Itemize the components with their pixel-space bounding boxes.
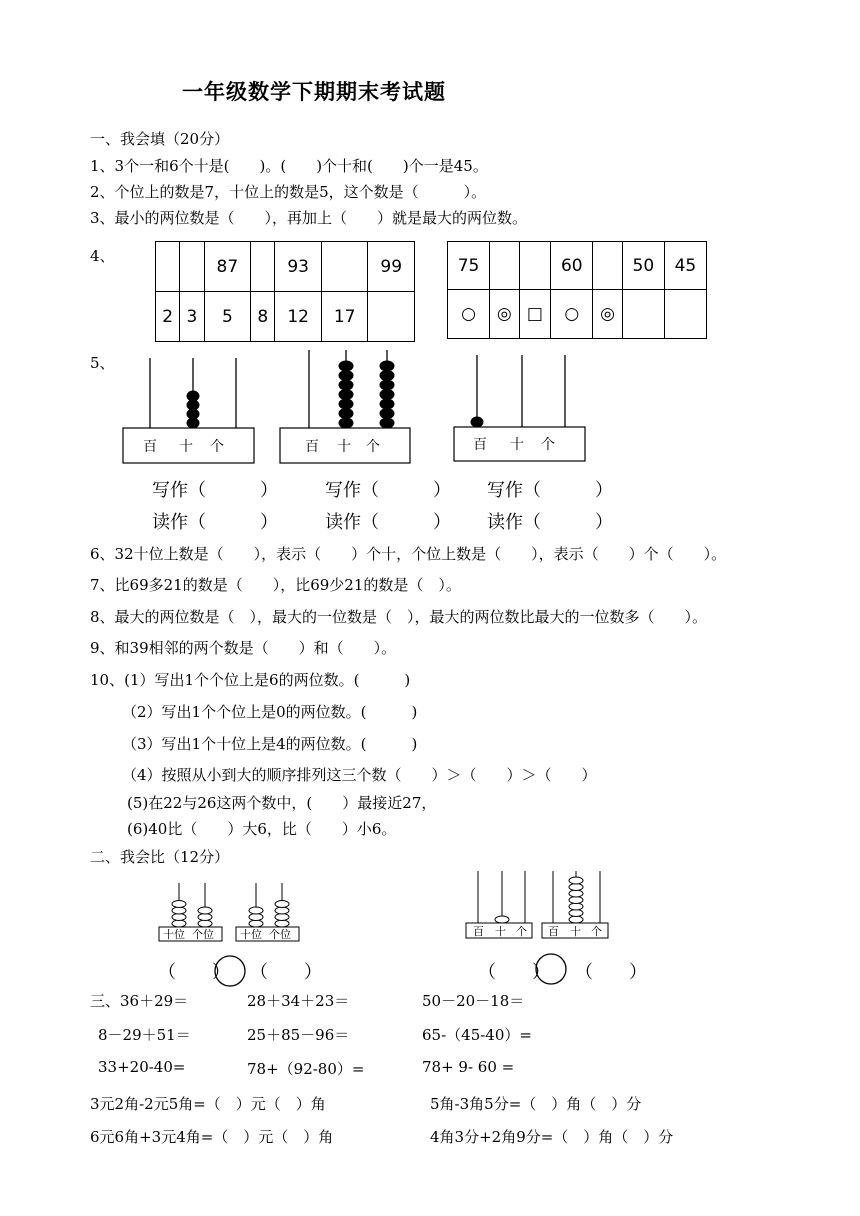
abacus-bead <box>380 361 394 371</box>
question-10-5: (5)在22与26这两个数中，( ）最接近27， <box>127 794 437 812</box>
question-2: 2、个位上的数是7，十位上的数是5，这个数是（ ）。 <box>90 183 487 201</box>
abacus-bead <box>172 914 186 921</box>
place-label-tens: 十 <box>510 437 524 453</box>
abacus-bead <box>569 884 583 891</box>
abacus-bead <box>275 920 289 927</box>
table-cell: 3 <box>180 292 204 342</box>
place-label-ones: 个 <box>591 925 602 938</box>
abacus-bead <box>569 903 583 910</box>
question-3: 3、最小的两位数是（ ），再加上（ ）就是最大的两位数。 <box>90 209 528 227</box>
compare-left-blank: （ ） <box>158 962 230 983</box>
place-label-tens: 十 <box>179 439 193 455</box>
table-cell: ◎ <box>490 290 519 339</box>
question-10-2: （2）写出1个个位上是0的两位数。( ) <box>122 703 418 721</box>
place-label-tens: 十位 <box>163 928 185 941</box>
abacus-bead <box>275 914 289 921</box>
question-7: 7、比69多21的数是（ ），比69少21的数是（ ）。 <box>90 576 461 594</box>
place-label-tens: 十 <box>495 925 506 938</box>
abacus-bead <box>495 916 509 923</box>
compare-left-blank: （ ） <box>478 962 550 983</box>
section2-heading: 二、我会比（12分） <box>90 848 230 866</box>
abacus-bead <box>198 914 212 921</box>
table-cell: 93 <box>275 242 322 292</box>
table-cell: ○ <box>448 290 490 339</box>
table-cell: 60 <box>551 242 593 290</box>
question-10-3: （3）写出1个十位上是4的两位数。( ) <box>122 735 418 753</box>
place-label-hundreds: 百 <box>548 925 559 938</box>
question-9: 9、和39相邻的两个数是（ ）和（ ）。 <box>90 639 397 657</box>
abacus-bead <box>339 399 353 409</box>
place-label-ones: 个 <box>210 439 224 455</box>
abacus-bead <box>380 418 394 428</box>
table-cell: ◎ <box>593 290 622 339</box>
abacus-bead <box>339 390 353 400</box>
calc-2-3: 65-（45-40）= <box>422 1026 532 1044</box>
question-8: 8、最大的两位数是（ ），最大的一位数是（ ），最大的两位数比最大的一位数多（ ）。 <box>90 608 708 626</box>
abacus-bead <box>569 910 583 917</box>
compare-abacus-2 <box>236 883 299 941</box>
place-label-ones: 个 <box>541 437 555 453</box>
place-label-ones: 个位 <box>192 928 214 941</box>
abacus-bead <box>187 391 199 401</box>
table-cell: 45 <box>664 242 706 290</box>
question-10-1: 10、(1）写出1个个位上是6的两位数。( ) <box>90 671 411 689</box>
question-4-label: 4、 <box>90 247 115 265</box>
write-answer-3: 写作（ ） <box>487 480 613 501</box>
place-label-hundreds: 百 <box>143 439 157 455</box>
abacus-bead <box>172 901 186 908</box>
abacus-bead <box>380 380 394 390</box>
place-label-hundreds: 百 <box>473 925 484 938</box>
table-cell: 5 <box>204 292 251 342</box>
write-answer-1: 写作（ ） <box>152 480 278 501</box>
place-label-ones: 个 <box>516 925 527 938</box>
table-cell: 87 <box>204 242 251 292</box>
abacus-bead <box>380 371 394 381</box>
abacus-bead <box>198 907 212 914</box>
abacus-bead <box>569 897 583 904</box>
place-label-tens: 十 <box>337 439 351 455</box>
page-title: 一年级数学下期期末考试题 <box>182 79 446 104</box>
calc-3-2: 78+（92-80）= <box>247 1060 365 1078</box>
compare-abacus-4 <box>542 871 608 938</box>
money-1-1: 3元2角-2元5角=（ ）元（ ）角 <box>90 1095 326 1113</box>
place-label-hundreds: 百 <box>305 439 319 455</box>
calc-1-2: 28＋34＋23＝ <box>247 992 350 1010</box>
table-cell: ○ <box>551 290 593 339</box>
compare-right-blank: （ ） <box>575 962 647 983</box>
table-cell: 99 <box>368 242 415 292</box>
read-answer-1: 读作（ ） <box>152 512 278 533</box>
money-2-2: 4角3分+2角9分=（ ）角（ ）分 <box>430 1128 674 1146</box>
abacus-bead <box>569 877 583 884</box>
question-5-label: 5、 <box>90 354 115 372</box>
table-cell: 17 <box>321 292 368 342</box>
place-label-ones: 个 <box>366 439 380 455</box>
calc-3-1: 33+20-40= <box>98 1058 186 1076</box>
abacus-bead <box>172 920 186 927</box>
abacus-middle <box>280 350 410 463</box>
abacus-bead <box>249 914 263 921</box>
place-label-tens: 十位 <box>240 928 262 941</box>
calc-1-1: 三、36＋29＝ <box>90 992 189 1010</box>
calc-2-2: 25＋85－96＝ <box>247 1026 350 1044</box>
compare-abacus-1 <box>159 883 222 941</box>
abacus-bead <box>380 409 394 419</box>
place-label-hundreds: 百 <box>473 437 487 453</box>
abacus-bead <box>339 418 353 428</box>
money-1-2: 5角-3角5分=（ ）角（ ）分 <box>430 1095 642 1113</box>
table-cell: □ <box>519 290 551 339</box>
abacus-bead <box>172 907 186 914</box>
question-6: 6、32十位上数是（ ），表示（ ）个十，个位上数是（ ），表示（ ）个（ ）。 <box>90 545 727 563</box>
abacus-bead <box>471 417 483 427</box>
abacus-bead <box>569 890 583 897</box>
calc-3-3: 78+ 9- 60 = <box>422 1058 515 1076</box>
table-cell: 8 <box>251 292 275 342</box>
read-answer-3: 读作（ ） <box>487 512 613 533</box>
table-cell: 75 <box>448 242 490 290</box>
abacus-bead <box>275 901 289 908</box>
abacus-left <box>123 358 254 463</box>
abacus-bead <box>380 399 394 409</box>
abacus-bead <box>380 390 394 400</box>
table-cell: 2 <box>156 292 180 342</box>
abacus-bead <box>275 907 289 914</box>
abacus-bead <box>198 920 212 927</box>
calc-1-3: 50－20－18＝ <box>422 992 525 1010</box>
abacus-bead <box>249 920 263 927</box>
abacus-bead <box>339 409 353 419</box>
place-label-ones: 个位 <box>269 928 291 941</box>
read-answer-2: 读作（ ） <box>325 512 451 533</box>
abacus-right <box>454 355 585 461</box>
abacus-bead <box>339 380 353 390</box>
place-label-tens: 十 <box>570 925 581 938</box>
calc-2-1: 8－29＋51＝ <box>98 1026 191 1044</box>
question-10-6: (6)40比（ ）大6，比（ ）小6。 <box>127 820 397 838</box>
abacus-bead <box>249 907 263 914</box>
abacus-bead <box>339 361 353 371</box>
abacus-bead <box>339 371 353 381</box>
question-1: 1、3个一和6个十是( )。( )个十和( )个一是45。 <box>90 157 488 175</box>
compare-abacus-3 <box>466 871 532 938</box>
compare-right-blank: （ ） <box>250 962 322 983</box>
question-10-4: （4）按照从小到大的顺序排列这三个数（ ）＞（ ）＞（ ） <box>122 766 597 784</box>
write-answer-2: 写作（ ） <box>325 480 451 501</box>
table-cell: 50 <box>622 242 664 290</box>
table-cell: 12 <box>275 292 322 342</box>
abacus-bead <box>569 916 583 923</box>
money-2-1: 6元6角+3元4角=（ ）元（ ）角 <box>90 1128 334 1146</box>
section1-heading: 一、我会填（20分） <box>90 130 230 148</box>
